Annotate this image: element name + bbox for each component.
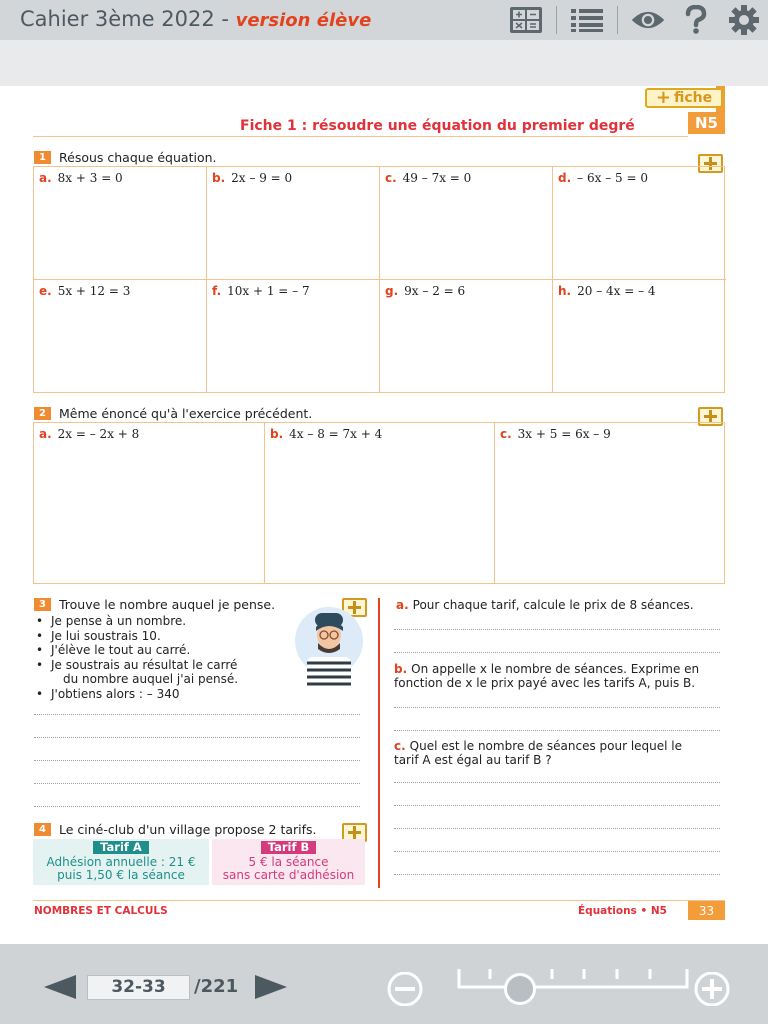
tarif-b-line2: sans carte d'adhésion (222, 868, 355, 882)
fiche-button[interactable] (645, 88, 723, 108)
ex4-number: 4 (34, 823, 51, 836)
ex1-instruction: Résous chaque équation. (59, 150, 217, 165)
toolbar-separator (556, 6, 557, 34)
ex1-cell-d[interactable]: d. – 6x – 5 = 0 (553, 167, 726, 280)
top-toolbar (0, 0, 768, 40)
ex1-cell-c[interactable]: c. 49 – 7x = 0 (380, 167, 553, 280)
footer-divider (33, 900, 725, 901)
ex1-cell-g[interactable]: g. 9x – 2 = 6 (380, 280, 553, 393)
list-item: • J'obtiens alors : – 340 (34, 687, 238, 702)
ex1-cell-f[interactable]: f. 10x + 1 = – 7 (207, 280, 380, 393)
answer-line[interactable] (394, 851, 720, 852)
footer-section: NOMBRES ET CALCULS (34, 905, 168, 917)
ex1-answer-grid (33, 166, 725, 393)
ex3-number: 3 (34, 598, 51, 611)
student-illustration (293, 605, 365, 687)
ex2-cell-b[interactable]: b. 4x – 8 = 7x + 4 (265, 423, 495, 583)
ex2-cell-c[interactable]: c. 3x + 5 = 6x – 9 (500, 427, 611, 441)
ex2-cell-a[interactable]: a. 2x = – 2x + 8 (34, 423, 265, 583)
tarif-a-line1: Adhésion annuelle : 21 € (46, 855, 196, 869)
ex2-number: 2 (34, 407, 51, 420)
tarif-a-tag: Tarif A (93, 841, 149, 854)
tarif-b-tag: Tarif B (261, 841, 317, 854)
next-page-icon[interactable] (255, 975, 287, 999)
ex1-cell-e[interactable]: e. 5x + 12 = 3 (34, 280, 207, 393)
ex4-question-a: a. Pour chaque tarif, calcule le prix de 8 séances. (396, 598, 694, 612)
ex1-header (34, 150, 216, 165)
page-input[interactable]: 32-33 (87, 975, 190, 1000)
answer-line[interactable] (394, 707, 720, 708)
answer-line[interactable] (394, 629, 720, 630)
ex3-header (34, 597, 275, 612)
ex1-cell-h[interactable]: h. 20 – 4x = – 4 (558, 284, 656, 298)
tarif-b-box (212, 839, 365, 885)
ex4-question-c: c. Quel est le nombre de séances pour lequel le tarif A est égal au tarif B ? (394, 739, 683, 767)
page-total: /221 (194, 976, 239, 997)
toolbar-icons (508, 4, 762, 36)
eye-icon[interactable] (630, 4, 666, 36)
app-title-main: Cahier 3ème 2022 - (20, 7, 236, 31)
tarif-b-line1: 5 € la séance (248, 855, 329, 869)
column-divider (378, 598, 380, 888)
answer-line[interactable] (34, 783, 360, 784)
answer-line[interactable] (394, 874, 720, 875)
calculator-icon[interactable] (508, 4, 544, 36)
answer-line[interactable] (394, 782, 720, 783)
tarif-a-line2: puis 1,50 € la séance (57, 868, 185, 882)
footer-chapter: Équations • N5 (578, 905, 667, 917)
page-number: 33 (688, 901, 725, 920)
answer-line[interactable] (34, 806, 360, 807)
app-title (20, 7, 371, 31)
zoom-slider[interactable] (457, 969, 689, 1003)
list-item: • Je soustrais au résultat le carré du nombre auquel j'ai pensé. (34, 658, 238, 687)
toolbar-separator (617, 6, 618, 34)
answer-line[interactable] (34, 714, 360, 715)
zoom-out-icon[interactable] (385, 972, 423, 1006)
answer-line[interactable] (394, 652, 720, 653)
app-title-sub: version élève (235, 10, 372, 31)
gear-icon[interactable] (726, 4, 762, 36)
answer-line[interactable] (394, 730, 720, 731)
ex4-question-b: b. On appelle x le nombre de séances. Exprime en fonction de x le prix payé avec les tarifs A, puis B. (394, 662, 700, 690)
ex3-statements (34, 614, 238, 701)
answer-line[interactable] (394, 805, 720, 806)
answer-line[interactable] (394, 828, 720, 829)
list-icon[interactable] (569, 4, 605, 36)
answer-line[interactable] (34, 760, 360, 761)
tarif-a-box (33, 839, 209, 885)
bottom-navigation-bar (0, 944, 768, 1024)
ex4-header (34, 822, 317, 837)
previous-page-icon[interactable] (44, 975, 76, 999)
chapter-badge: N5 (688, 112, 725, 134)
ex2-instruction: Même énoncé qu'à l'exercice précédent. (59, 406, 313, 421)
zoom-in-icon[interactable] (692, 972, 730, 1006)
top-strip (0, 40, 768, 86)
list-item: • Je pense à un nombre. (34, 614, 238, 629)
plus-icon: + (655, 87, 671, 108)
ex2-answer-grid (33, 422, 725, 584)
title-divider (33, 136, 688, 137)
fiche-button-label: fiche (673, 90, 713, 106)
ex3-instruction: Trouve le nombre auquel je pense. (59, 597, 276, 612)
ex1-number: 1 (34, 151, 51, 164)
ex4-instruction: Le ciné-club d'un village propose 2 tarifs. (59, 822, 317, 837)
answer-line[interactable] (34, 737, 360, 738)
help-icon[interactable] (678, 4, 714, 36)
list-item: • Je lui soustrais 10. (34, 629, 238, 644)
ex1-cell-b[interactable]: b. 2x – 9 = 0 (207, 167, 380, 280)
sheet-title: Fiche 1 : résoudre une équation du premier degré (240, 118, 635, 134)
list-item: • J'élève le tout au carré. (34, 643, 238, 658)
ex2-header (34, 406, 312, 421)
ex1-cell-a[interactable]: a. 8x + 3 = 0 (34, 167, 207, 280)
